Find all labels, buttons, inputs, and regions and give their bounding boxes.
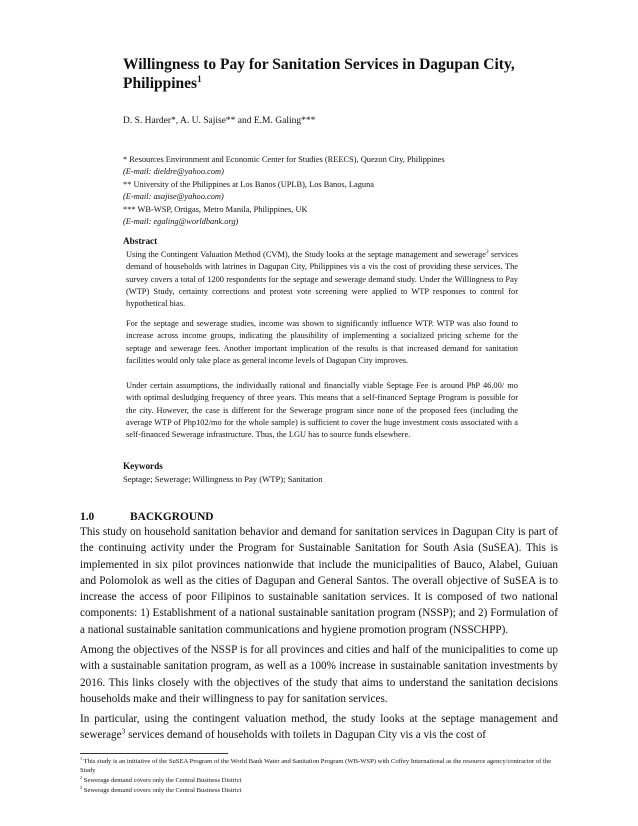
keywords-heading: Keywords — [123, 461, 163, 471]
abstract-heading: Abstract — [123, 236, 158, 246]
section-number: 1.0 — [80, 511, 95, 523]
footnote-rule — [80, 753, 228, 754]
keywords-text: Septage; Sewerage; Willingness to Pay (WTP); Sanitation — [123, 474, 323, 484]
affiliation-2: ** University of the Philippines at Los Banos (UPLB), Los Banos, Laguna — [123, 179, 374, 189]
affiliation-2-email: (E-mail: asajise@yahoo.com) — [123, 192, 224, 202]
footnote-2-mark: 2 — [80, 774, 83, 780]
body-footnote-mark: 3 — [121, 727, 126, 736]
title-footnote-mark: 1 — [197, 73, 202, 84]
body-paragraph-2: Among the objectives of the NSSP is for all provinces and cities and half of the municipalities to come up with a sustainable sanitation program, as well as a 100% increase in sustainable sanitation investments by 2016. This links closely with the objectives of the study that aims to understand the sanitation decisions households make and their willingness to pay for sanitation services. — [80, 644, 558, 705]
body-paragraph-1: This study on household sanitation behavior and demand for sanitation services in Dagupan City is part of the continuing activity under the Program for Sustainable Sanitation for South Asia (SuSEA). This is implemented in six pilot provinces nationwide that include the municipalities of Bauco, Alabel, Guiuan and Polomolok as well as the cities of Dagupan and General Santos. The overall objective of SuSEA is to increase the access of poor Filipinos to sustainable sanitation services. It is composed of two national components: 1) Establishment of a national sustainable sanitation program (NSSP); and 2) Formulation of a national sustainable sanitation communications and hygiene promotion program (NSSCHPP). — [80, 526, 558, 636]
body-p3-text-a: In particular, using the contingent valuation method, the study looks at the septage management and sewerage — [80, 713, 558, 742]
footnote-1-text: This study is an initiative of the SuSEA Program of the World Bank Water and Sanitation Program (WB-WSP) with Coffey International as the resource agency/contractor of the Study — [80, 758, 552, 774]
body-p3-text-b: services demand of households with toilets in Dagupan City vis a vis the cost of — [125, 729, 487, 742]
section-heading — [80, 511, 214, 523]
abstract-p1-text-a: Using the Contingent Valuation Method (CVM), the Study looks at the septage management and sewerage — [126, 250, 486, 259]
body-paragraph-3 — [80, 711, 558, 744]
footnote-3-mark: 3 — [80, 784, 83, 790]
paper-title — [123, 55, 543, 93]
abstract-footnote-mark: 2 — [485, 249, 489, 256]
footnote-1-mark: 1 — [80, 755, 83, 761]
affiliations — [123, 154, 523, 228]
affiliation-1: * Resources Environment and Economic Center for Studies (REECS), Quezon City, Philippines — [123, 155, 445, 164]
section-title: BACKGROUND — [130, 511, 214, 523]
footnote-2 — [80, 776, 560, 785]
abstract-paragraph-2: For the septage and sewerage studies, income was shown to significantly influence WTP. WTP was also found to increase across income groups, indicating the plausibility of implementing a socialized pricing scheme for the septage and sewerage fees. Another important implication of the results is that increased demand for sanitation facilities would only take place as general income levels of Dagupan City improves. — [126, 319, 518, 365]
title-text: Willingness to Pay for Sanitation Services in Dagupan City, Philippines — [123, 56, 515, 92]
footnote-1 — [80, 757, 560, 775]
affiliation-3: *** WB-WSP, Ortigas, Metro Manila, Philippines, UK — [123, 204, 308, 214]
abstract-paragraph-3: Under certain assumptions, the individually rational and financially viable Septage Fee is around PhP 46.00/ mo with optimal desludging frequency of three years. This means that a self-financed Septage Program is possible for the city. However, the case is different for the Sewerage program since none of the proposed fees (including the average WTP of Php102/mo for the whole sample) is sufficient to cover the huge investment costs associated with a self-financed Sewerage infrastructure. Thus, the LGU has to source funds elsewhere. — [126, 381, 518, 440]
footnote-3 — [80, 786, 560, 795]
footnote-2-text: Sewerage demand covers only the Central Business District — [82, 777, 242, 784]
affiliation-1-email: (E-mail: dieldre@yahoo.com) — [123, 167, 224, 177]
author-list: D. S. Harder*, A. U. Sajise** and E.M. Galing*** — [123, 116, 316, 126]
abstract-p1-text-b: services demand of households with latrines in Dagupan City, Philippines vis a vis the cost of providing these services. The survey covers a total of 1200 respondents for the septage and sewerage demand study. Under the Willingness to Pay (WTP) Study, certainty corrections and protest vote screening were applied to WTP responses to control for hypothetical bias. — [126, 250, 518, 309]
abstract-paragraph-1 — [126, 249, 518, 310]
affiliation-3-email: (E-mail: egaling@worldbank.org) — [123, 217, 239, 227]
footnote-3-text: Sewerage demand covers only the Central Business District — [82, 787, 242, 794]
